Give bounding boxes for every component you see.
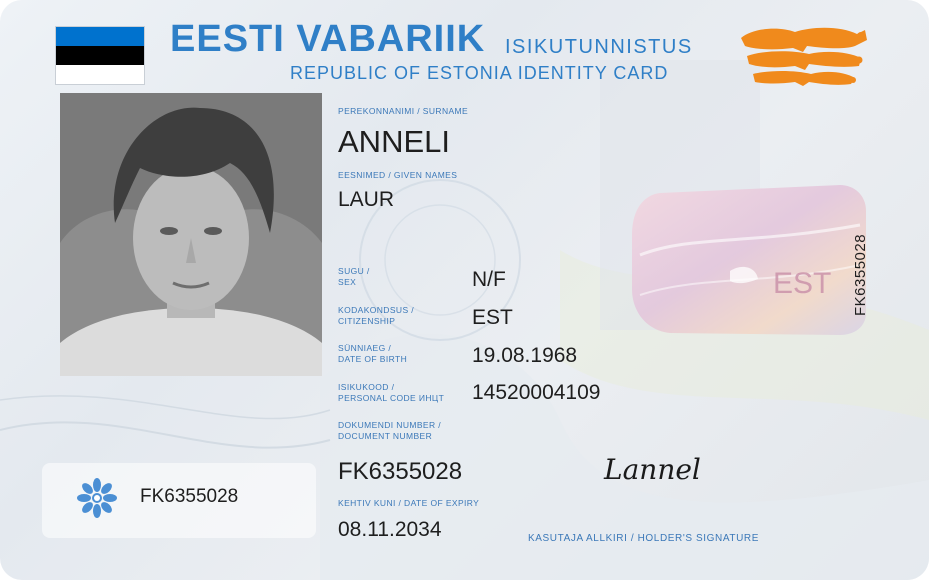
signature-text: Lannel [604,453,701,486]
chip-number: FK6355028 [140,486,239,507]
citizenship-label [338,305,414,327]
docnum-label-line2: DOCUMENT NUMBER [338,431,433,441]
dob-label-line2: DATE OF BIRTH [338,354,408,364]
holder-signature [600,445,720,495]
document-type: ISIKUTUNNISTUS [505,36,693,58]
hologram-vertical-number: FK6355028 [852,233,869,316]
flag-black-stripe [56,46,144,65]
citizenship-value: EST [472,306,513,329]
estonia-flag-icon [55,26,145,85]
sex-value: N/F [472,268,506,291]
hologram [630,185,870,337]
personal-code-label [338,382,444,404]
given-names-value: LAUR [338,188,395,211]
three-lions-icon [733,24,873,88]
docnum-label-line1: DOKUMENDI NUMBER / [338,420,442,430]
sex-label-line1: SUGU / [338,266,370,276]
citizenship-label-line1: KODAKONDSUS / [338,305,415,315]
personal-code-value: 14520004109 [472,381,601,404]
expiry-value: 08.11.2034 [338,518,442,541]
date-of-birth-label [338,343,407,365]
date-of-birth-value: 19.08.1968 [472,344,578,367]
document-number-value: FK6355028 [338,458,463,485]
document-subtitle: REPUBLIC OF ESTONIA IDENTITY CARD [290,63,669,83]
citizenship-label-line2: CITIZENSHIP [338,316,396,326]
holder-photo [60,93,322,376]
surname-label: PEREKONNANIMI / SURNAME [338,106,469,116]
flag-white-stripe [56,65,144,84]
pcode-label-line2 [338,393,444,404]
document-number-label [338,420,441,442]
pcode-label-cyrillic: ИНЦТ [418,393,445,403]
country-name: EESTI VABARIIK [170,18,486,60]
expiry-label: KEHTIV KUNI / DATE OF EXPIRY [338,498,480,508]
hologram-text: EST [773,267,832,300]
surname-value: ANNELI [338,124,450,159]
dob-label-line1: SÜNNIAEG / [338,343,392,353]
pcode-label-text: PERSONAL CODE [338,393,417,403]
signature-label: KASUTAJA ALLKIRI / HOLDER'S SIGNATURE [528,533,760,544]
given-names-label: EESNIMED / GIVEN NAMES [338,170,458,180]
pcode-label-line1: ISIKUKOOD / [338,382,395,392]
sex-label-line2: SEX [338,277,357,287]
flag-blue-stripe [56,27,144,46]
cornflower-icon [76,477,118,519]
sex-label [338,266,370,288]
